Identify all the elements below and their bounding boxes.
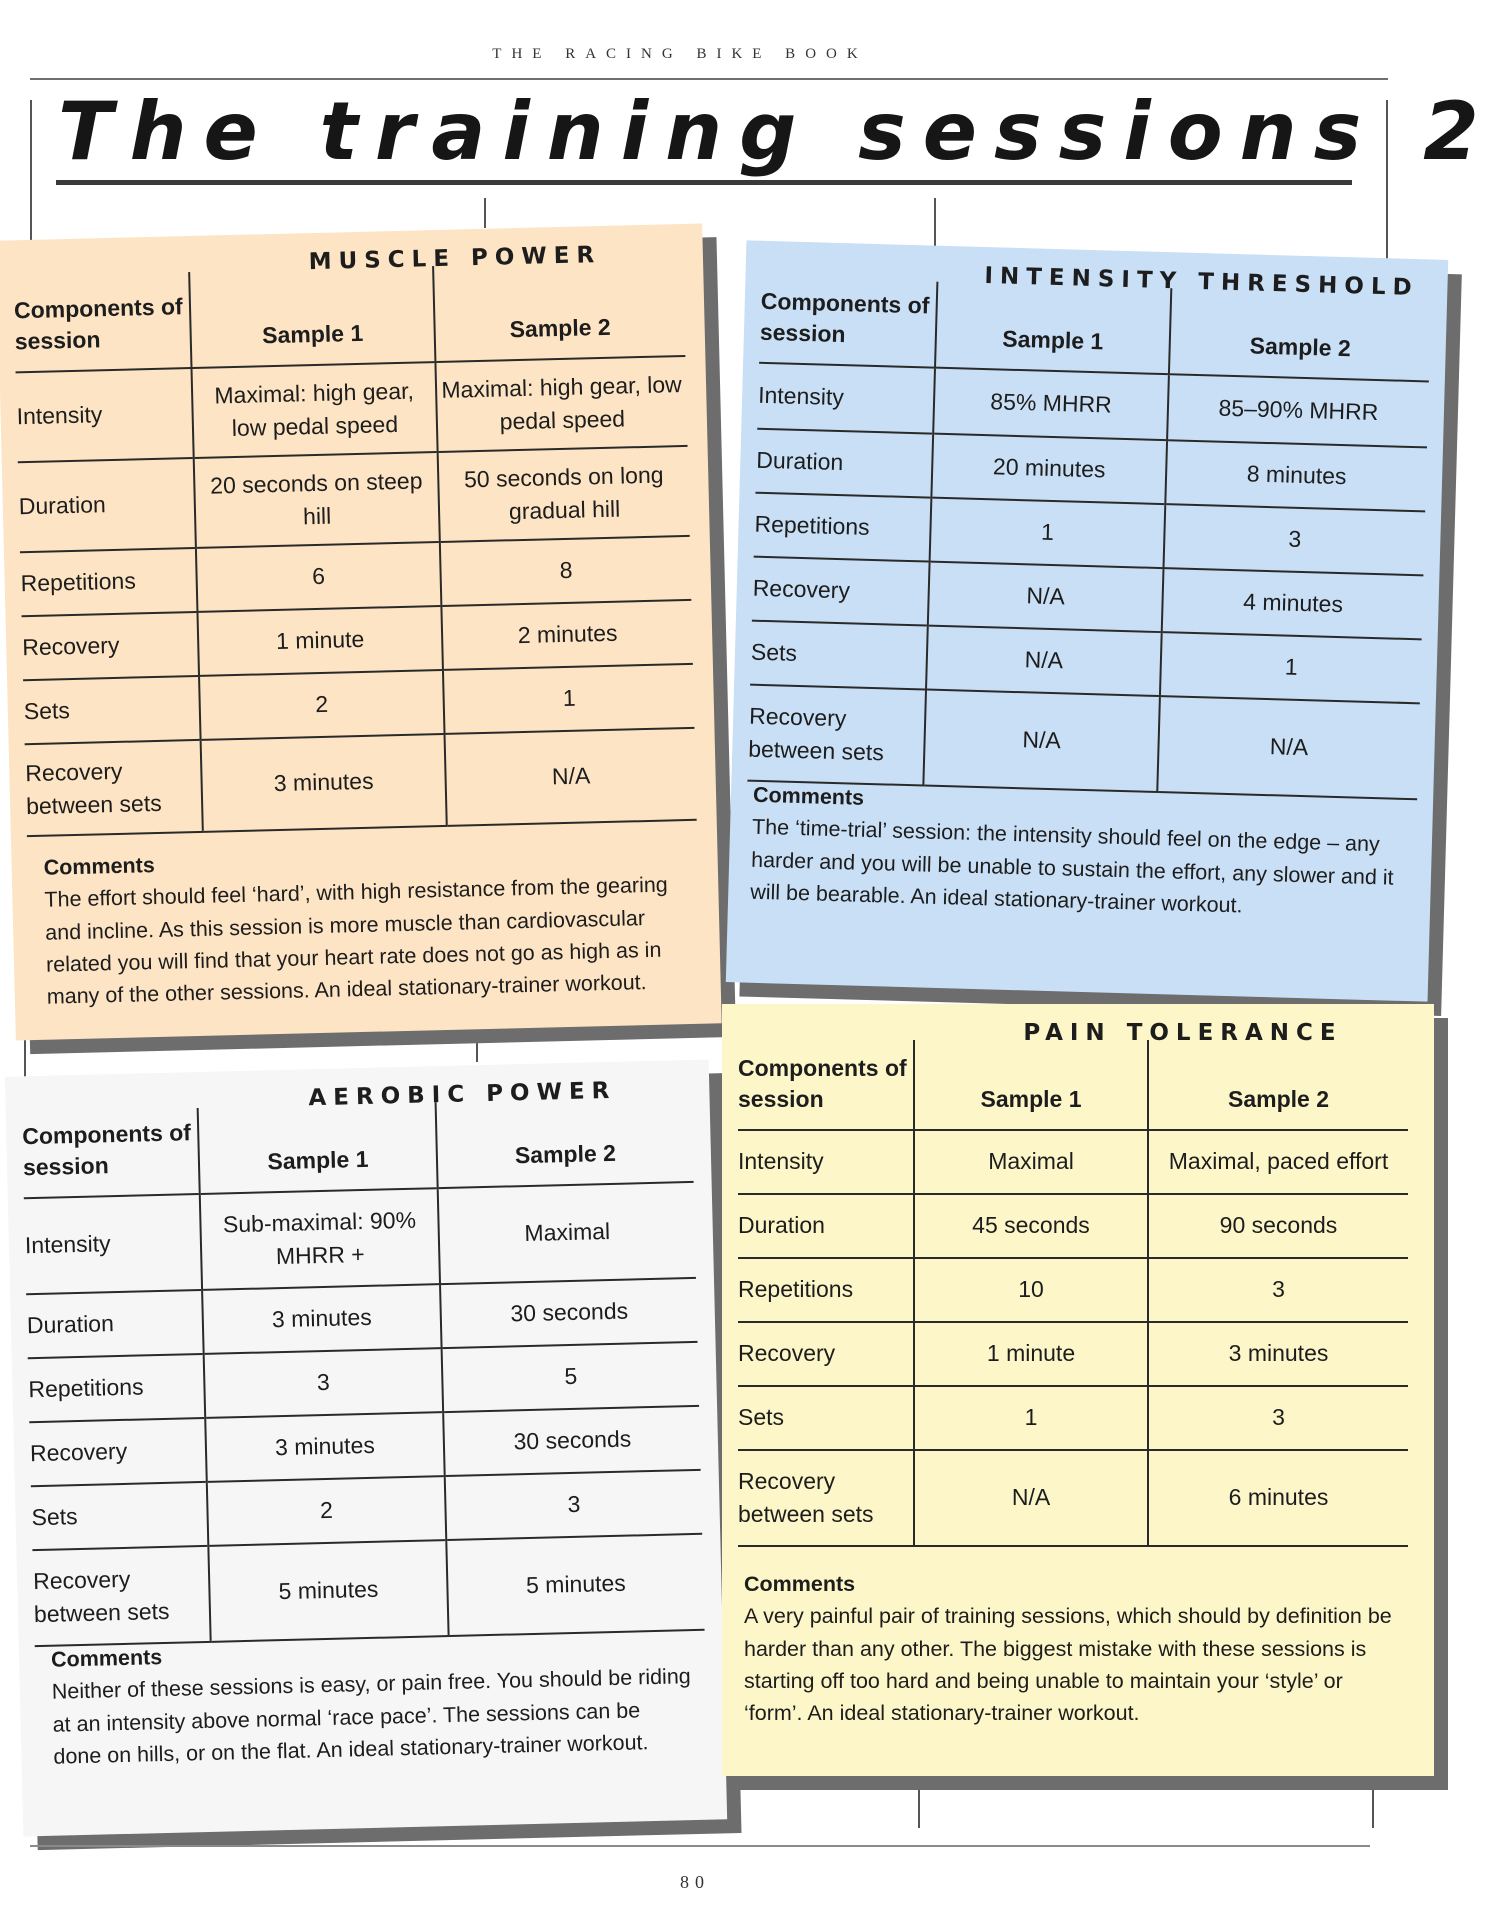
session-table — [22, 1096, 705, 1647]
frame-line-bottom-right — [1372, 1780, 1374, 1828]
cell-sample2: 50 seconds on long gradual hill — [438, 446, 690, 542]
comments-block — [43, 836, 687, 1013]
session-heading: INTENSITY THRESHOLD — [984, 263, 1419, 302]
cell-sample2: Maximal, paced effort — [1148, 1130, 1408, 1194]
cell-sample1: 3 minutes — [201, 734, 447, 832]
row-label: Intensity — [738, 1130, 914, 1194]
row-label: Sets — [738, 1386, 914, 1450]
row-label: Sets — [31, 1482, 209, 1550]
cell-sample1: 1 minute — [914, 1322, 1148, 1386]
title-rule — [56, 180, 1352, 185]
row-label: Repetitions — [20, 548, 198, 616]
row-label: Recovery — [752, 557, 930, 626]
frame-line-mid-left — [484, 198, 486, 228]
cell-sample1: 20 minutes — [931, 434, 1167, 505]
cell-sample1: Maximal — [914, 1130, 1148, 1194]
cell-sample2: 30 seconds — [440, 1278, 697, 1348]
col-sample1: Sample 1 — [914, 1040, 1148, 1130]
panel-aerobic-power — [5, 1060, 727, 1837]
cell-sample1: 20 seconds on steep hill — [194, 452, 440, 548]
col-sample1: Sample 1 — [189, 266, 435, 368]
cell-sample2: 1 — [1160, 632, 1422, 703]
frame-line-mid-right — [934, 198, 936, 248]
comments-text: The ‘time-trial’ session: the intensity should feel on the edge – any harder and you will be unable to sustain the effort, any slower and it will be bearable. An ideal stationary-trainer workout. — [749, 814, 1394, 918]
col-sample1: Sample 1 — [935, 282, 1171, 375]
cell-sample2: N/A — [445, 728, 697, 826]
cell-sample1: 2 — [199, 670, 444, 740]
cell-sample2: 4 minutes — [1162, 568, 1424, 639]
row-label: Intensity — [24, 1194, 202, 1294]
col-components: Components of session — [738, 1054, 907, 1112]
cell-sample1: 3 minutes — [205, 1412, 444, 1482]
row-label: Recovery — [29, 1418, 207, 1486]
col-components: Components of session — [21, 1119, 192, 1181]
cell-sample2: 3 minutes — [1148, 1322, 1408, 1386]
row-label: Recovery between sets — [747, 685, 926, 786]
cell-sample1: 10 — [914, 1258, 1148, 1322]
row-label: Duration — [26, 1290, 204, 1358]
cell-sample1: 6 — [196, 542, 441, 612]
table-row — [16, 356, 688, 462]
cell-sample1: N/A — [926, 626, 1162, 697]
col-sample2: Sample 2 — [1148, 1040, 1408, 1130]
cell-sample2: 3 — [1164, 504, 1426, 575]
cell-sample1: 3 minutes — [202, 1284, 441, 1354]
top-rule — [30, 78, 1388, 80]
cell-sample1: N/A — [923, 690, 1160, 792]
row-label: Sets — [23, 676, 201, 744]
cell-sample1: 3 — [204, 1348, 443, 1418]
row-label: Duration — [755, 429, 933, 498]
row-label: Intensity — [16, 368, 194, 462]
session-heading: AEROBIC POWER — [308, 1077, 617, 1112]
row-label: Recovery — [22, 612, 200, 680]
col-components: Components of session — [759, 287, 930, 348]
cell-sample2: N/A — [1157, 696, 1420, 799]
bottom-rule — [30, 1845, 1370, 1847]
col-sample2: Sample 2 — [1169, 288, 1431, 381]
col-sample1: Sample 1 — [198, 1102, 438, 1194]
panel-muscle-power — [0, 223, 722, 1040]
cell-sample1: 85% MHRR — [933, 368, 1169, 441]
table-row — [24, 1182, 696, 1294]
row-label: Intensity — [757, 363, 935, 434]
cell-sample2: 5 — [442, 1342, 699, 1412]
comments-heading: Comments — [744, 1572, 856, 1596]
table-row — [738, 1450, 1408, 1546]
cell-sample2: 1 — [443, 664, 694, 734]
cell-sample1: Maximal: high gear, low pedal speed — [192, 362, 438, 458]
cell-sample2: 6 minutes — [1148, 1450, 1408, 1546]
table-row — [25, 728, 697, 836]
table-row — [738, 1130, 1408, 1194]
table-row — [738, 1322, 1408, 1386]
cell-sample2: 8 — [440, 536, 691, 606]
col-sample2: Sample 2 — [433, 260, 685, 362]
comments-heading: Comments — [50, 1645, 163, 1672]
cell-sample1: 45 seconds — [914, 1194, 1148, 1258]
comments-block — [744, 1568, 1404, 1729]
cell-sample1: 2 — [207, 1476, 446, 1546]
page-title: The training sessions 2 — [58, 85, 1496, 178]
row-label: Repetitions — [754, 493, 932, 562]
session-table — [738, 1040, 1408, 1547]
frame-line-left — [30, 100, 32, 250]
cell-sample2: Maximal — [438, 1182, 696, 1284]
cell-sample2: 90 seconds — [1148, 1194, 1408, 1258]
cell-sample2: 3 — [1148, 1386, 1408, 1450]
cell-sample2: 85–90% MHRR — [1167, 374, 1429, 447]
table-row — [738, 1194, 1408, 1258]
cell-sample2: 3 — [1148, 1258, 1408, 1322]
cell-sample1: 1 — [914, 1386, 1148, 1450]
row-label: Recovery between sets — [738, 1450, 914, 1546]
comments-block — [750, 779, 1413, 926]
col-components: Components of session — [13, 293, 183, 355]
cell-sample2: 8 minutes — [1165, 440, 1427, 511]
frame-line-bottom-mid — [918, 1780, 920, 1828]
cell-sample2: Maximal: high gear, low pedal speed — [435, 356, 687, 452]
row-label: Repetitions — [738, 1258, 914, 1322]
cell-sample2: 3 — [445, 1470, 702, 1540]
comments-heading: Comments — [43, 853, 156, 880]
table-row — [738, 1258, 1408, 1322]
row-label: Recovery — [738, 1322, 914, 1386]
comments-text: Neither of these sessions is easy, or pain free. You should be riding at an intensity above normal ‘race pace’. The sessions can be done on hills, or on the flat. An ideal stationary-trainer workout. — [51, 1664, 692, 1769]
row-label: Duration — [18, 458, 196, 552]
row-label: Recovery between sets — [32, 1546, 210, 1646]
cell-sample2: 2 minutes — [441, 600, 692, 670]
table-row — [738, 1386, 1408, 1450]
frame-line-lower-mid — [476, 1030, 478, 1062]
cell-sample2: 5 minutes — [446, 1534, 704, 1636]
comments-heading: Comments — [752, 782, 865, 810]
page-number: 80 — [680, 1872, 710, 1892]
comments-block — [51, 1628, 694, 1773]
cell-sample1: N/A — [928, 562, 1164, 633]
table-row — [18, 446, 690, 552]
panel-intensity-threshold — [726, 240, 1448, 1001]
col-sample2: Sample 2 — [436, 1096, 694, 1188]
cell-sample1: Sub-maximal: 90% MHRR + — [200, 1188, 440, 1290]
row-label: Sets — [750, 621, 928, 690]
running-head: THE RACING BIKE BOOK — [492, 46, 868, 62]
row-label: Duration — [738, 1194, 914, 1258]
session-heading: PAIN TOLERANCE — [1023, 1020, 1343, 1046]
session-table — [13, 260, 697, 837]
comments-text: A very painful pair of training sessions, which should by definition be harder than any other. The biggest mistake with these sessions is starting off too hard and being unable to maintain your ‘style’ or ‘form’. An ideal stationary-trainer workout. — [744, 1604, 1392, 1725]
panel-pain-tolerance — [722, 1004, 1434, 1776]
cell-sample1: 1 minute — [197, 606, 442, 676]
cell-sample1: 1 — [930, 498, 1166, 569]
row-label: Recovery between sets — [25, 740, 203, 836]
frame-line-lower-left — [24, 1038, 26, 1078]
row-label: Repetitions — [28, 1354, 206, 1422]
session-heading: MUSCLE POWER — [308, 241, 602, 276]
cell-sample2: 30 seconds — [443, 1406, 700, 1476]
session-table — [747, 277, 1431, 801]
cell-sample1: 5 minutes — [208, 1540, 448, 1642]
comments-text: The effort should feel ‘hard’, with high resistance from the gearing and incline. As this session is more muscle than cardiovascular related you will find that your heart rate does not go as high as in many of the other sessions. An ideal stationary-trainer workout. — [44, 872, 669, 1009]
cell-sample1: N/A — [914, 1450, 1148, 1546]
